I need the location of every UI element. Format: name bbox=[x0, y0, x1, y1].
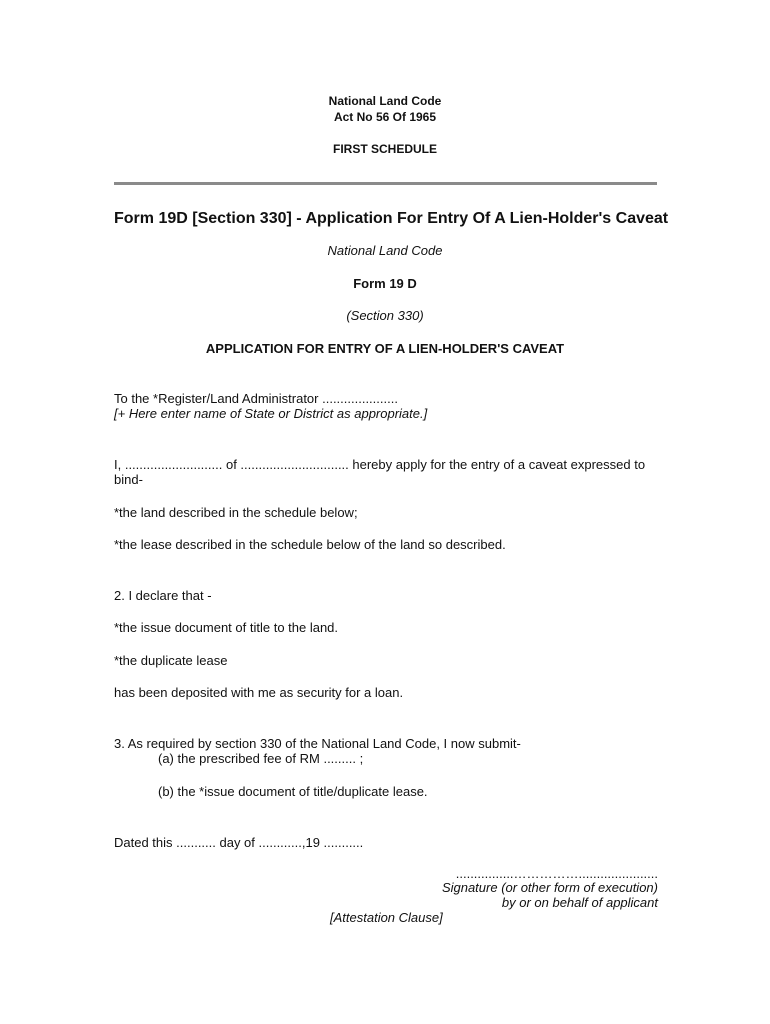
signature-dots: ................……………...................... bbox=[455, 866, 658, 881]
to-note: [+ Here enter name of State or District as appropriate.] bbox=[114, 406, 428, 421]
to-line: To the *Register/Land Administrator ..................... bbox=[114, 391, 398, 406]
apply-line-1: I, ........................... of .............................. hereby apply for the entry of a caveat expressed to bbox=[114, 457, 646, 472]
form-title: Form 19D [Section 330] - Application For Entry Of A Lien-Holder's Caveat bbox=[114, 210, 669, 227]
header-line-1: National Land Code bbox=[328, 94, 442, 108]
declare-line: 2. I declare that - bbox=[114, 588, 212, 603]
attestation-clause: [Attestation Clause] bbox=[330, 910, 443, 925]
dup-lease-option: *the duplicate lease bbox=[114, 653, 228, 668]
fee-line: (a) the prescribed fee of RM ......... ; bbox=[158, 751, 364, 766]
apply-line-2: bind- bbox=[114, 472, 143, 487]
required-line: 3. As required by section 330 of the National Land Code, I now submit- bbox=[114, 736, 521, 751]
header-line-2: Act No 56 Of 1965 bbox=[333, 110, 437, 124]
signature-label: Signature (or other form of execution) bbox=[441, 880, 658, 895]
signature-behalf: by or on behalf of applicant bbox=[501, 895, 658, 910]
issue-dup-line: (b) the *issue document of title/duplicate lease. bbox=[158, 784, 428, 799]
form-section: (Section 330) bbox=[346, 308, 424, 323]
land-option: *the land described in the schedule below; bbox=[114, 505, 358, 520]
form-number: Form 19 D bbox=[353, 276, 417, 291]
divider-rule bbox=[114, 182, 657, 185]
form-heading: APPLICATION FOR ENTRY OF A LIEN-HOLDER'S CAVEAT bbox=[205, 341, 565, 356]
issue-doc-option: *the issue document of title to the land. bbox=[114, 620, 339, 635]
deposited-line: has been deposited with me as security for a loan. bbox=[114, 685, 404, 700]
schedule-heading: FIRST SCHEDULE bbox=[332, 142, 437, 156]
lease-option: *the lease described in the schedule below of the land so described. bbox=[114, 537, 506, 552]
dated-line: Dated this ........... day of ............,19 ........... bbox=[114, 835, 364, 850]
form-subtitle: National Land Code bbox=[327, 243, 443, 258]
